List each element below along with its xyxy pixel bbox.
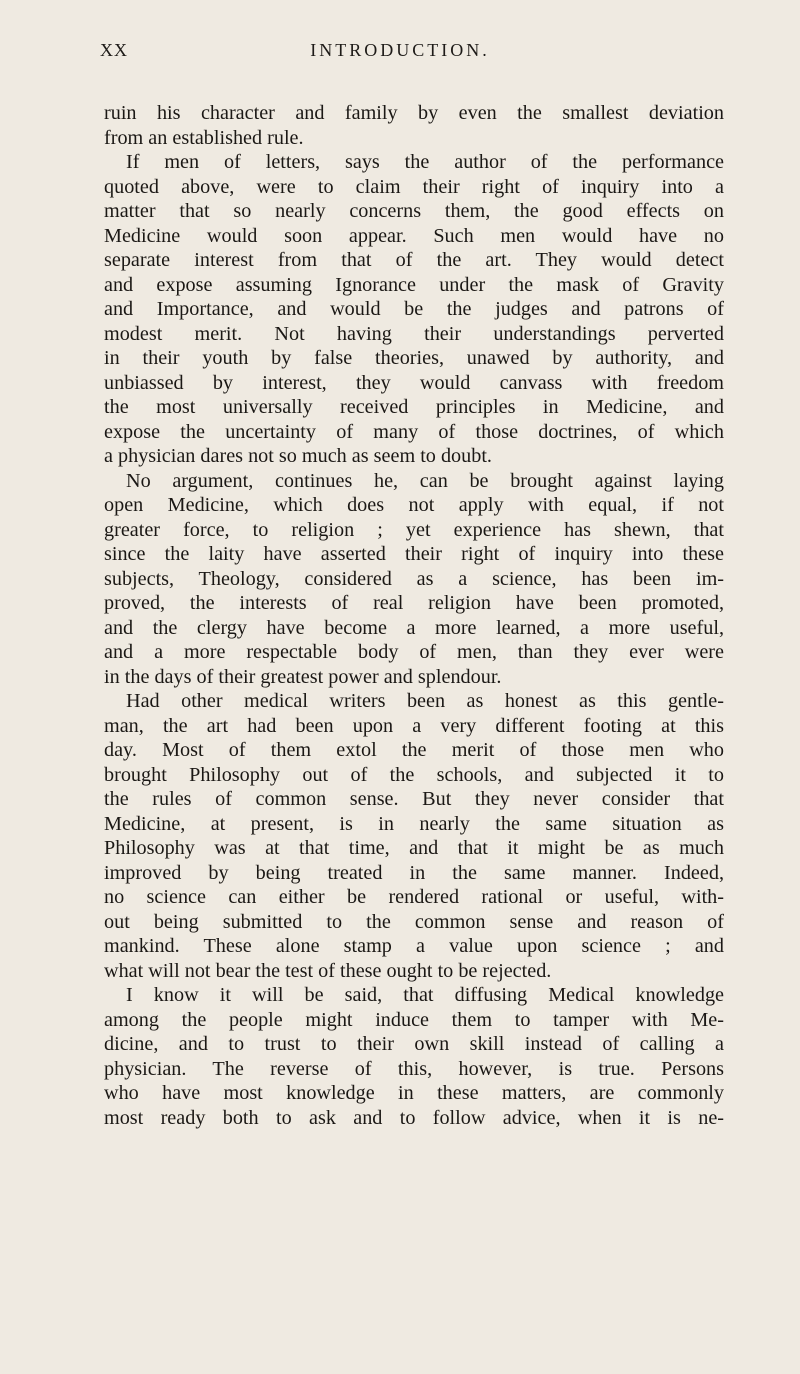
text-line: among the people might induce them to tamper with Me-: [104, 1008, 724, 1031]
text-line: subjects, Theology, considered as a science, has been im-: [104, 567, 724, 590]
text-line: the rules of common sense. But they never consider that: [104, 788, 724, 810]
text-line: Philosophy was at that time, and that it might be as much: [104, 837, 724, 859]
text-line: in the days of their greatest power and splendour.: [104, 665, 502, 688]
text-line: separate interest from that of the art. They would detect: [104, 249, 724, 271]
body-text: [104, 101, 724, 1130]
text-line: proved, the interests of real religion have been promoted,: [104, 592, 724, 614]
text-line: in their youth by false theories, unawed by authority, and: [104, 347, 724, 369]
text-line: since the laity have asserted their right of inquiry into these: [104, 543, 724, 565]
text-line: Had other medical writers been as honest as this gentle-: [126, 690, 724, 712]
text-line: I know it will be said, that diffusing Medical knowledge: [126, 984, 724, 1006]
text-line: modest merit. Not having their understandings perverted: [104, 322, 724, 345]
text-line: out being submitted to the common sense and reason of: [104, 910, 724, 933]
text-line: the most universally received principles in Medicine, and: [104, 396, 724, 418]
text-line: open Medicine, which does not apply with equal, if not: [104, 494, 724, 516]
text-line: brought Philosophy out of the schools, and subjected it to: [104, 763, 724, 786]
text-line: expose the uncertainty of many of those doctrines, of which: [104, 420, 724, 443]
running-head: [0, 40, 800, 64]
text-line: no science can either be rendered rational or useful, with-: [104, 886, 724, 908]
text-line: most ready both to ask and to follow advice, when it is ne-: [104, 1106, 724, 1129]
text-line: physician. The reverse of this, however, is true. Persons: [104, 1057, 724, 1080]
text-line: unbiassed by interest, they would canvass with freedom: [104, 371, 724, 394]
text-line: improved by being treated in the same manner. Indeed,: [104, 861, 724, 884]
text-line: matter that so nearly concerns them, the good effects on: [104, 200, 724, 222]
text-line: and Importance, and would be the judges and patrons of: [104, 298, 724, 320]
text-line: Medicine, at present, is in nearly the same situation as: [104, 812, 724, 835]
text-line: and the clergy have become a more learned, a more useful,: [104, 616, 724, 639]
text-line: from an established rule.: [104, 126, 304, 149]
text-line: quoted above, were to claim their right of inquiry into a: [104, 175, 724, 198]
text-line: Medicine would soon appear. Such men would have no: [104, 224, 724, 247]
text-line: who have most knowledge in these matters, are commonly: [104, 1082, 724, 1104]
text-line: day. Most of them extol the merit of those men who: [104, 739, 724, 761]
text-line: No argument, continues he, can be brought against laying: [126, 469, 724, 492]
running-title: INTRODUCTION.: [310, 40, 490, 60]
page-number: XX: [100, 40, 128, 60]
text-line: man, the art had been upon a very different footing at this: [104, 714, 724, 737]
text-line: ruin his character and family by even the smallest deviation: [104, 102, 724, 124]
text-line: what will not bear the test of these ought to be rejected.: [104, 959, 552, 982]
text-line: greater force, to religion ; yet experience has shewn, that: [104, 518, 724, 541]
text-line: If men of letters, says the author of the performance: [126, 151, 724, 173]
text-line: a physician dares not so much as seem to doubt.: [104, 445, 492, 467]
text-line: mankind. These alone stamp a value upon science ; and: [104, 935, 724, 957]
text-line: and a more respectable body of men, than they ever were: [104, 641, 724, 663]
text-line: dicine, and to trust to their own skill instead of calling a: [104, 1033, 724, 1055]
text-line: and expose assuming Ignorance under the mask of Gravity: [104, 273, 724, 296]
